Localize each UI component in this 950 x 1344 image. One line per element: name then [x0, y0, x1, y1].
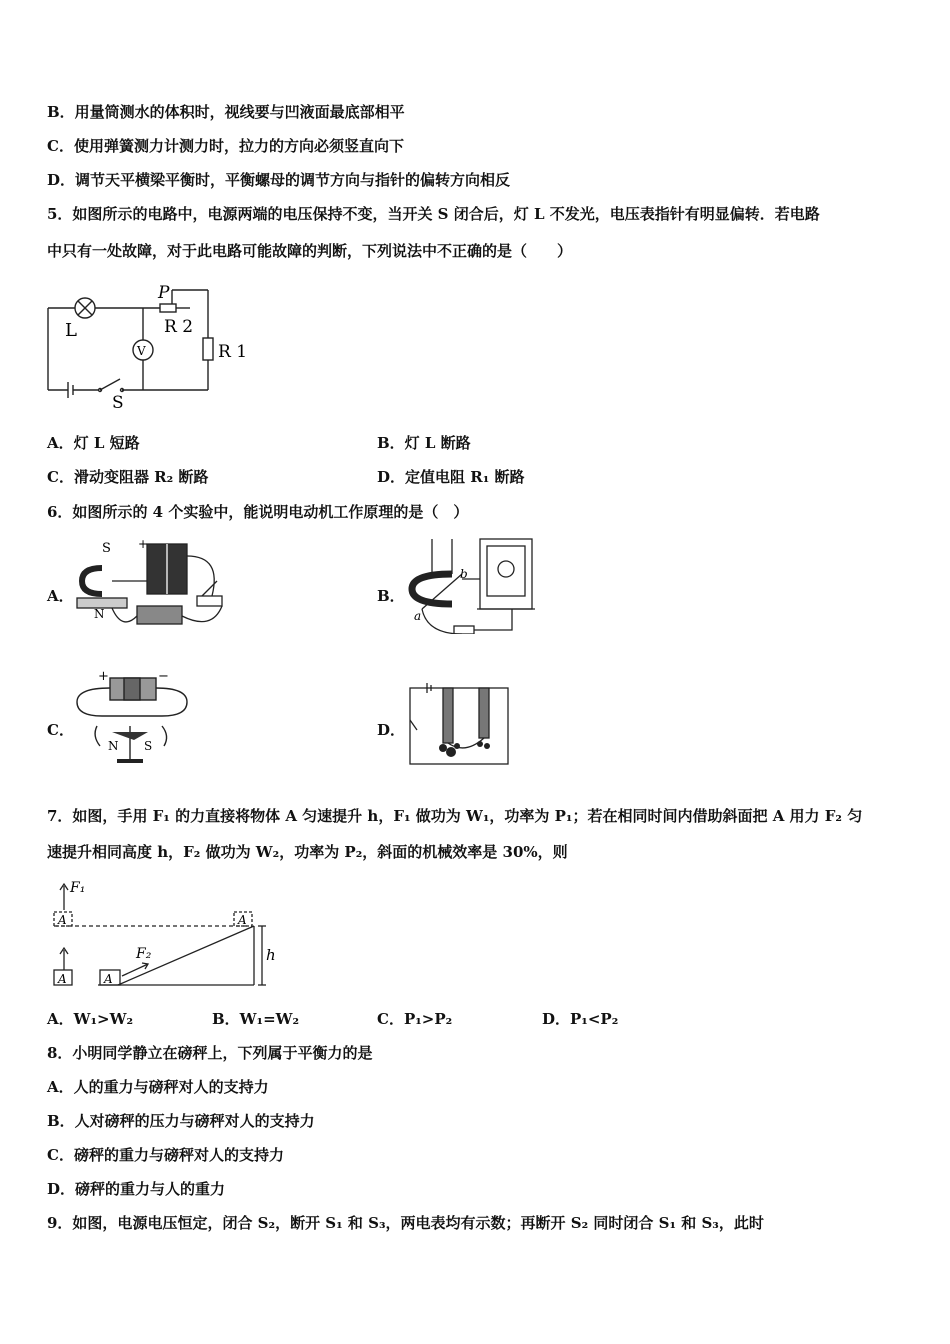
- q5-option-c: C．滑动变阻器 R₂ 断路: [47, 468, 209, 486]
- q6-stem: 6．如图所示的 4 个实验中，能说明电动机工作原理的是（ ）: [47, 503, 469, 521]
- q5-stem-line2: 中只有一处故障，对于此电路可能故障的判断，下列说法中不正确的是（ ）: [47, 242, 573, 260]
- q6-figure-d-electromagnet-experiment: [405, 680, 515, 770]
- q6-label-a: A．: [47, 587, 74, 605]
- q6-figure-b-galvanometer-experiment: [402, 534, 542, 634]
- q7-option-c: C．P₁>P₂: [377, 1010, 453, 1028]
- magnet-n-label: N: [94, 607, 105, 621]
- q5-option-a: A．灯 L 短路: [47, 434, 140, 452]
- q6-label-d: D．: [377, 721, 406, 739]
- q7-stem-line2: 速提升相同高度 h，F₂ 做功为 W₂，功率为 P₂，斜面的机械效率是 30%，则: [47, 843, 568, 861]
- point-b-label: b: [460, 567, 468, 581]
- q6-label-b: B．: [377, 587, 405, 605]
- q7-option-b: B．W₁=W₂: [212, 1010, 300, 1028]
- plus-label: +: [138, 537, 149, 551]
- q8-option-b: B．人对磅秤的压力与磅秤对人的支持力: [47, 1112, 315, 1130]
- q6-figure-a-motor-experiment: [72, 536, 232, 636]
- f2-label: F₂: [136, 946, 152, 962]
- r1-label: R 1: [218, 342, 248, 362]
- q9-stem: 9．如图，电源电压恒定，闭合 S₂，断开 S₁ 和 S₃，两电表均有示数；再断开 S₂ 同时闭合 S₁ 和 S₃，此时: [47, 1214, 764, 1232]
- block-a-label: A: [238, 913, 247, 927]
- needle-s-label: S: [144, 739, 153, 753]
- q8-option-a: A．人的重力与磅秤对人的支持力: [47, 1078, 269, 1096]
- q6-figure-c-oersted-experiment: [72, 666, 192, 771]
- needle-n-label: N: [108, 739, 119, 753]
- q5-option-b: B．灯 L 断路: [377, 434, 471, 452]
- height-h-label: h: [266, 946, 276, 964]
- q5-stem-line1: 5．如图所示的电路中，电源两端的电压保持不变，当开关 S 闭合后，灯 L 不发光，电压表指针有明显偏转．若电路: [47, 205, 820, 223]
- f1-label: F₁: [70, 880, 86, 896]
- switch-label: S: [112, 393, 124, 410]
- block-a-label: A: [104, 972, 113, 986]
- q8-option-c: C．磅秤的重力与磅秤对人的支持力: [47, 1146, 284, 1164]
- point-a-label: a: [414, 609, 422, 623]
- q5-option-d: D．定值电阻 R₁ 断路: [377, 468, 525, 486]
- q7-option-a: A．W₁>W₂: [47, 1010, 134, 1028]
- lamp-label: L: [65, 320, 77, 341]
- plus-label: +: [98, 669, 109, 684]
- q6-label-c: C．: [47, 721, 74, 739]
- block-a-label: A: [58, 913, 67, 927]
- q4-option-d: D．调节天平横梁平衡时，平衡螺母的调节方向与指针的偏转方向相反: [47, 171, 511, 189]
- q4-option-b: B．用量筒测水的体积时，视线要与凹液面最底部相平: [47, 103, 405, 121]
- slider-label: P: [158, 283, 170, 303]
- voltmeter-label: V: [137, 344, 146, 358]
- q7-option-d: D．P₁<P₂: [542, 1010, 619, 1028]
- q8-option-d: D．磅秤的重力与人的重力: [47, 1180, 226, 1198]
- q5-circuit-diagram: [40, 280, 260, 410]
- minus-label: −: [158, 669, 169, 684]
- r2-label: R 2: [164, 317, 194, 337]
- q7-stem-line1: 7．如图，手用 F₁ 的力直接将物体 A 匀速提升 h，F₁ 做功为 W₁，功率为 P₁；若在相同时间内借助斜面把 A 用力 F₂ 匀: [47, 807, 863, 825]
- q7-incline-diagram: [48, 878, 283, 993]
- block-a-label: A: [58, 972, 67, 986]
- magnet-s-label: S: [102, 541, 111, 556]
- q4-option-c: C．使用弹簧测力计测力时，拉力的方向必须竖直向下: [47, 137, 404, 155]
- q8-stem: 8．小明同学静立在磅秤上，下列属于平衡力的是: [47, 1044, 373, 1062]
